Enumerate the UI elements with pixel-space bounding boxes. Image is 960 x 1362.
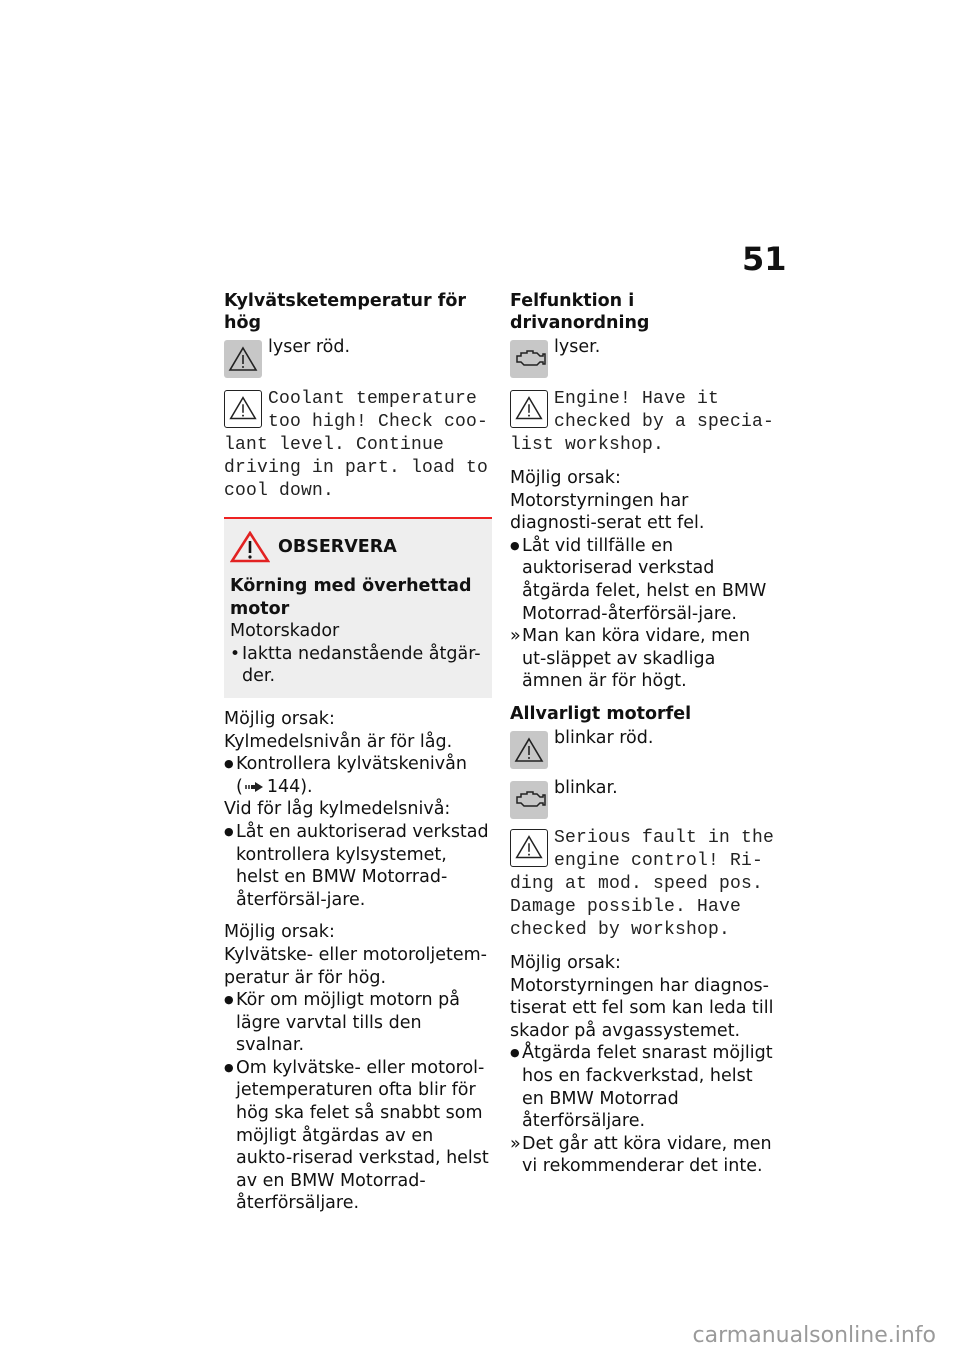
cause-label: Möjlig orsak: [224, 708, 335, 729]
coolant-indicator [224, 336, 492, 382]
list-item: » Man kan köra vidare, men ut-släppet av skadliga ämnen är för högt. [510, 625, 778, 693]
display-message-coolant [224, 388, 492, 503]
warning-triangle-icon [224, 340, 262, 378]
list-item: ● Åtgärda felet snarast möjligt hos en fackverkstad, helst en BMW Motorrad återförsäljare. [510, 1042, 778, 1132]
display-message-text: Serious fault in the engine control! Ri-ding at mod. speed pos. Damage possible. Have checked by workshop. [510, 827, 775, 940]
warning-header [230, 531, 486, 563]
cause-label: Möjlig orsak: [224, 922, 335, 943]
cause-label: Möjlig orsak: [510, 468, 621, 488]
warning-title: Körning med överhettad motor [230, 576, 472, 619]
engine-indicator [510, 336, 778, 382]
warning-triangle-icon [230, 531, 270, 563]
page-reference[interactable]: ( 144). [236, 776, 313, 797]
watermark: carmanualsonline.info [692, 1323, 936, 1348]
display-message-text: Engine! Have it checked by a specia-list workshop. [510, 389, 775, 455]
display-message-text: Coolant temperature too high! Check coo-lant level. Continue driving in part. load to cool down. [224, 389, 489, 501]
display-message-engine [510, 388, 778, 457]
cause-text: Motorstyrningen har diagnos-tiserat ett fel som kan leda till skador på avgassystemet. [510, 975, 774, 1041]
left-column [224, 290, 492, 1215]
warning-label: OBSERVERA [278, 536, 397, 557]
warning-triangle-icon [510, 390, 548, 428]
engine-fault-indicator-warning [510, 727, 778, 767]
indicator-text: blinkar röd. [554, 727, 654, 748]
list-item: » Det går att köra vidare, men vi rekommenderar det inte. [510, 1133, 778, 1178]
warning-triangle-icon [510, 829, 548, 867]
list-item: ● Låt vid tillfälle en auktoriserad verkstad åtgärda felet, helst en BMW Motorrad-återförsäl-jare. [510, 535, 778, 625]
list-item: ● Kontrollera kylvätskenivån ( 144). [224, 753, 492, 798]
cause-text: Kylmedelsnivån är för låg. [224, 731, 453, 752]
section-heading-drivetrain: Felfunktion i drivanordning [510, 291, 650, 333]
right-column [510, 290, 778, 1178]
cause-text: Kylvätske- eller motoroljetem-peratur är för hög. [224, 944, 487, 988]
warning-box [224, 517, 492, 698]
warning-consequence: Motorskador [230, 621, 340, 642]
engine-icon [510, 781, 548, 819]
indicator-text: lyser. [554, 337, 601, 357]
engine-fault-indicator-engine [510, 777, 778, 817]
cause-text: Motorstyrningen har diagnosti-serat ett fel. [510, 490, 705, 534]
indicator-text: lyser röd. [268, 337, 351, 357]
reference-arrow-icon [245, 782, 263, 792]
indicator-text: blinkar. [554, 777, 618, 798]
section-heading-engine-fault: Allvarligt motorfel [510, 703, 692, 724]
cause-label: Möjlig orsak: [510, 952, 621, 973]
section-heading-coolant: Kylvätsketemperatur för hög [224, 291, 467, 333]
list-item: ● Kör om möjligt motorn på lägre varvtal tills den svalnar. [224, 989, 492, 1057]
page-number: 51 [742, 240, 787, 278]
warning-triangle-icon [224, 390, 262, 428]
low-level-label: Vid för låg kylmedelsnivå: [224, 799, 451, 820]
warning-triangle-icon [510, 731, 548, 769]
display-message-serious-fault [510, 827, 778, 942]
warning-action: • Iaktta nedanstående åtgär-der. [230, 643, 486, 688]
list-item: ● Om kylvätske- eller motorol-jetemperaturen ofta blir för hög ska felet så snabbt som möjligt åtgärdas av en aukto-riserad verkstad, helst av en BMW Motorrad-återförsäljare. [224, 1057, 492, 1215]
list-item: ● Låt en auktoriserad verkstad kontrollera kylsystemet, helst en BMW Motorrad-återförsäl-jare. [224, 821, 492, 911]
engine-icon [510, 340, 548, 378]
